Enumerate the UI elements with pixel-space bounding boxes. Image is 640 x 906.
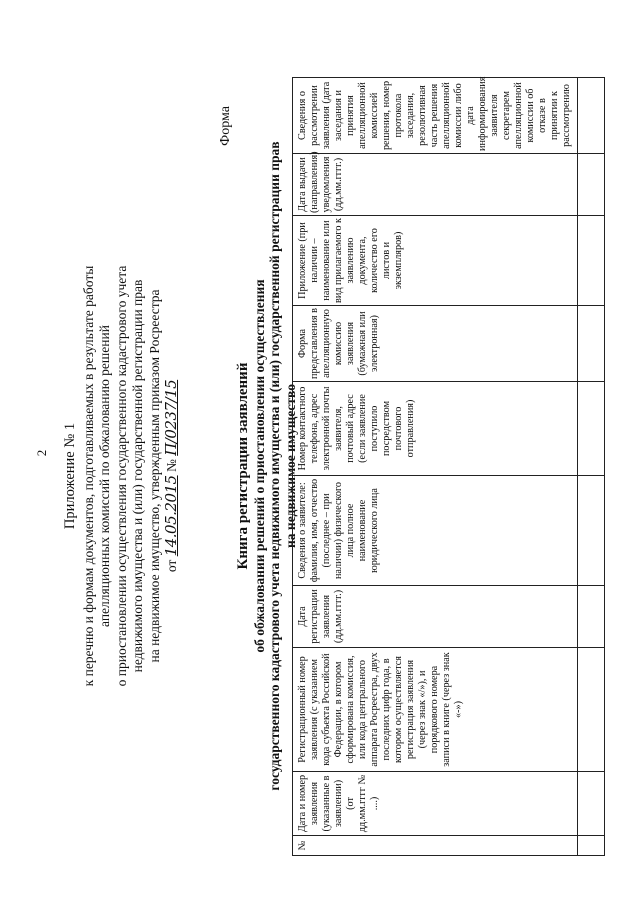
table-cell	[578, 586, 605, 648]
appendix-header	[62, 256, 181, 696]
column-header: Форма представления в апелляционную комиссию заявления (бумажная или электронная)	[293, 306, 578, 382]
appendix-line: на недвижимое имущество, утвержденным приказом Росреестра	[146, 289, 162, 663]
table-cell	[578, 382, 605, 476]
column-header: Дата выдачи (направления) уведомления (дд.мм.гггг.)	[293, 154, 578, 216]
table-header-row	[293, 78, 578, 856]
column-header: №	[293, 836, 578, 856]
appendix-line: недвижимого имущества и (или) государственной регистрации прав	[130, 279, 145, 673]
appendix-title: Приложение № 1	[62, 422, 78, 530]
column-header: Дата регистрации заявления (дд.мм.гггг.)	[293, 586, 578, 648]
table-cell	[578, 476, 605, 586]
table-cell	[578, 648, 605, 772]
table-cell	[578, 306, 605, 382]
handwritten-number: П/0237/15	[162, 379, 180, 456]
appendix-line: апелляционных комиссий по обжалованию решений	[97, 325, 112, 627]
book-title	[236, 106, 298, 826]
form-label: Форма	[218, 106, 233, 146]
table-cell	[578, 772, 605, 836]
column-header: Номер контактного телефона, адрес электронной почты заявителя, почтовый адрес (если заявление поступило посредством почтового отправления)	[293, 382, 578, 476]
date-prefix: от	[164, 559, 179, 573]
table-cell	[578, 154, 605, 216]
book-title-main: Книга регистрации заявлений	[235, 362, 251, 570]
column-header: Сведения о рассмотрении заявления (дата заседания и принятия апелляционной комиссией решения, номер протокола заседания, резолютивная часть решения апелляционной комиссии либо дата информирования заявителя секретарем апелляционной комиссии об отказе в принятии к рассмотрению	[293, 78, 578, 154]
appendix-date-line	[163, 256, 181, 696]
book-title-line: об обжаловании решений о приостановлении осуществления	[251, 279, 267, 653]
table-row	[578, 78, 605, 856]
column-header: Дата и номер заявления (указанные в заявлении) (от дд.мм.гггг № ....)	[293, 772, 578, 836]
appendix-line: о приостановлении осуществления государственного кадастрового учета	[113, 265, 129, 687]
table-cell	[578, 836, 605, 856]
registration-table	[292, 77, 605, 856]
handwritten-date: 14.05.2015	[162, 475, 180, 557]
column-header: Регистрационный номер заявления (с указанием кода субъекта Российской Федерации, в котором сформирована комиссия, или кода центрального аппарата Росреестра, двух последних цифр года, в котором осуществляется регистрация заявления (через знак «/»), и порядкового номера записи в книге (через знак «-»)	[293, 648, 578, 772]
book-title-line: на недвижимое имущество	[282, 384, 298, 548]
column-header: Сведения о заявителе: фамилия, имя, отчество (последнее – при наличии) физического лица полное наименование юридического лица	[293, 476, 578, 586]
table-cell	[578, 216, 605, 306]
number-sign: №	[164, 459, 179, 473]
page-number: 2	[34, 449, 49, 457]
table-cell	[578, 78, 605, 154]
appendix-line: к перечню и формам документов, подготавливаемых в результате работы	[80, 265, 96, 687]
book-title-line: государственного кадастрового учета недвижимого имущества и (или) государственной регистрации прав	[267, 141, 282, 791]
column-header: Приложение (при наличии – наименование или вид прилагаемого к заявлению документа, количество его листов и экземпляров)	[293, 216, 578, 306]
